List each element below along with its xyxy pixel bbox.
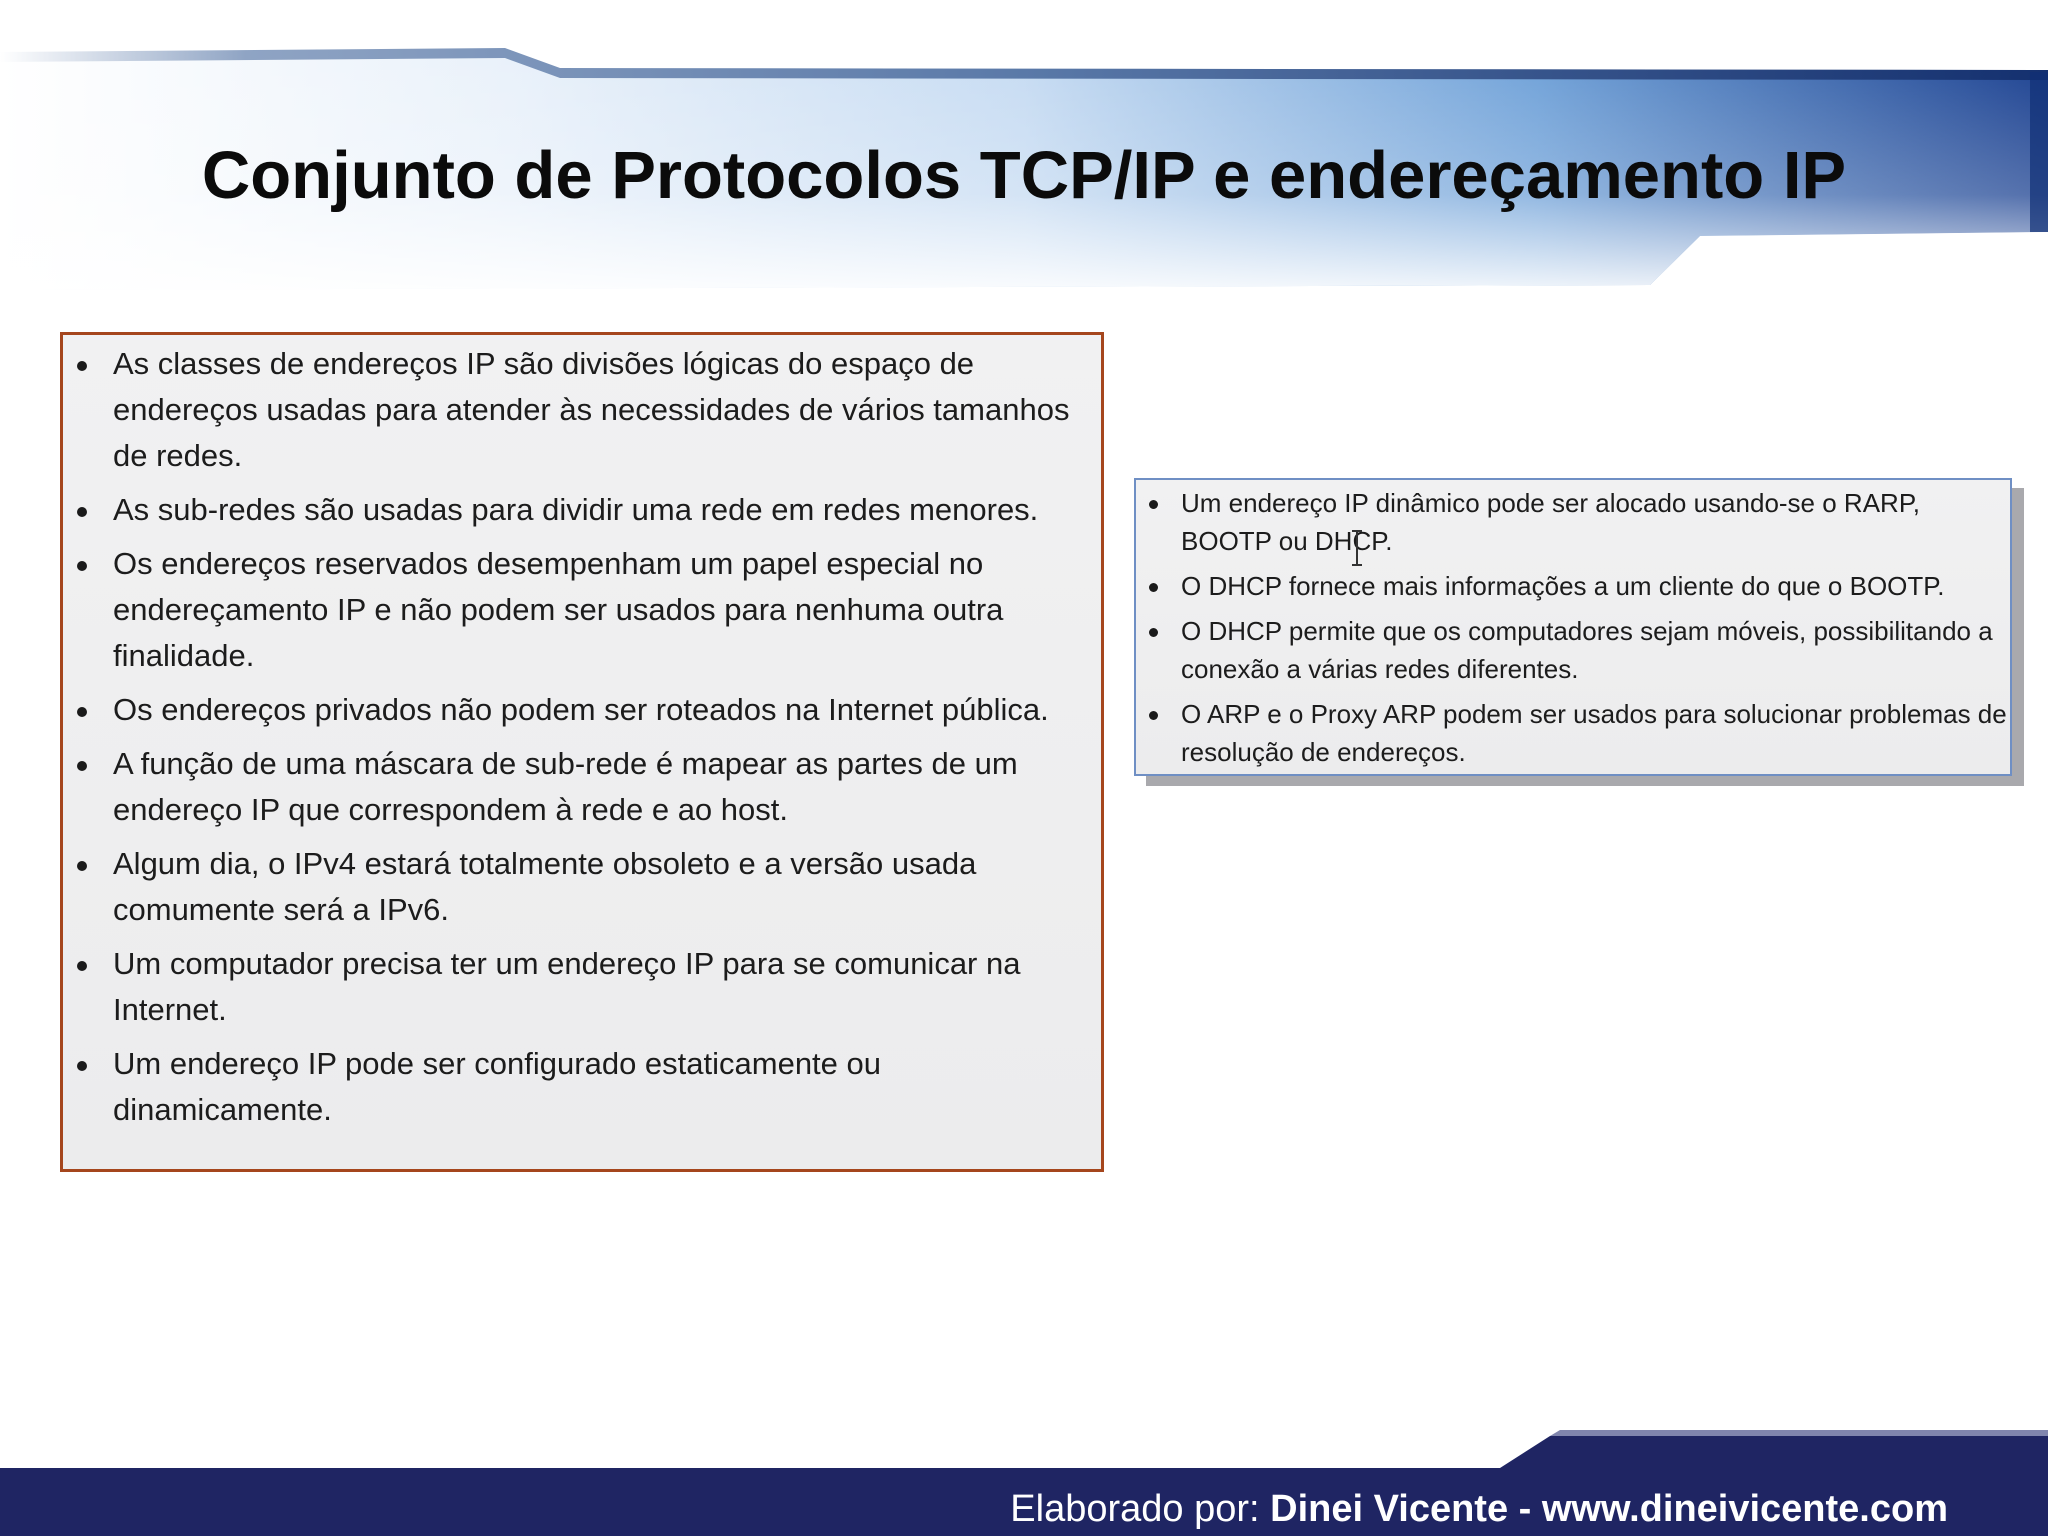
right-bullet-list [1136,484,2010,771]
list-item-text: O DHCP fornece mais informações a um cliente do que o BOOTP. [1181,571,1945,601]
list-item [63,941,1101,1033]
list-item-text: Algum dia, o IPv4 estará totalmente obsoleto e a versão usada comumente será a IPv6. [113,846,977,927]
bullet-icon [1149,583,1158,592]
list-item [63,487,1101,533]
bullet-icon [77,761,87,771]
list-item [1136,484,2010,560]
list-item [63,687,1101,733]
list-item-text: As classes de endereços IP são divisões lógicas do espaço de endereços usadas para atender às necessidades de vários tamanhos de redes. [113,346,1070,473]
list-item [1136,612,2010,688]
list-item [63,1041,1101,1133]
list-item-text: Um endereço IP pode ser configurado estaticamente ou dinamicamente. [113,1046,882,1127]
list-item [63,341,1101,479]
bullet-icon [77,561,87,571]
bullet-icon [77,707,87,717]
footer-credit-author: Dinei Vicente - www.dineivicente.com [1270,1488,1948,1530]
list-item [63,541,1101,679]
list-item-text: Um computador precisa ter um endereço IP para se comunicar na Internet. [113,946,1021,1027]
bullet-icon [1149,711,1158,720]
list-item [1136,695,2010,771]
list-item-text: Os endereços reservados desempenham um papel especial no endereçamento IP e não podem ser usados para nenhuma outra finalidade. [113,546,1004,673]
bullet-icon [77,1061,87,1071]
list-item-text: Um endereço IP dinâmico pode ser alocado usando-se o RARP, BOOTP ou DHCP. [1181,488,1921,556]
list-item-text: O ARP e o Proxy ARP podem ser usados para solucionar problemas de resolução de endereços. [1181,699,2007,767]
list-item [63,841,1101,933]
bullet-icon [77,861,87,871]
summary-box-right [1134,478,2012,776]
list-item-text: As sub-redes são usadas para dividir uma rede em redes menores. [113,492,1039,527]
list-item [63,741,1101,833]
bullet-icon [77,507,87,517]
bullet-icon [77,961,87,971]
list-item [1136,567,2010,605]
left-bullet-list [63,341,1101,1133]
bullet-icon [77,361,87,371]
footer-credit [1010,1485,1948,1533]
list-item-text: Os endereços privados não podem ser roteados na Internet pública. [113,692,1049,727]
list-item-text: A função de uma máscara de sub-rede é mapear as partes de um endereço IP que correspondem à rede e ao host. [113,746,1018,827]
list-item-text: O DHCP permite que os computadores sejam móveis, possibilitando a conexão a várias redes diferentes. [1181,616,1993,684]
footer-credit-prefix: Elaborado por: [1010,1488,1271,1530]
summary-box-left [60,332,1104,1172]
bullet-icon [1149,500,1158,509]
bullet-icon [1149,628,1158,637]
text-cursor-icon [1350,530,1364,566]
slide-title: Conjunto de Protocolos TCP/IP e endereçamento IP [201,138,1847,213]
